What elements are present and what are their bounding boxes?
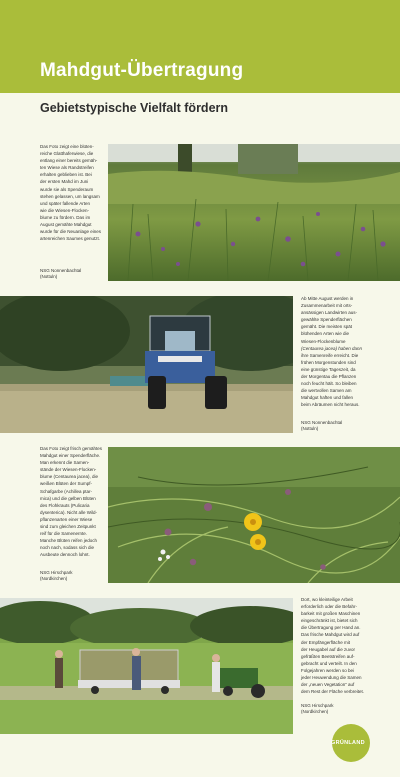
section-2-text: Ab Mitte August werden in Zusammenarbeit mit orts- ansässigen Landwirten aus- gewählte Spenderflächen gemäht. Die meisten spät blühenden Arten wie die Wiesen-Flockenblume (Centaurea jacea) haben dann ihre Samenreife erreicht. Die frühen Morgenstunden sind eine günstige Tageszeit, da der Morgentau die Pflanzen noch feucht hält. So bleiben die wertvollen Samen am Mahdgut haften und fallen beim Abräumen nicht heraus. <box>301 296 363 408</box>
page-title: Mahdgut-Übertragung <box>40 60 244 81</box>
section-3-caption: NSG Hirschpark (Nordkirchen) <box>40 570 73 582</box>
section-1-caption: NSG Nonnenbachtal (Nottuln) <box>40 268 82 280</box>
cut-plants-photo <box>108 447 400 583</box>
page-subtitle: Gebietstypische Vielfalt fördern <box>40 101 229 115</box>
header-banner <box>0 0 400 93</box>
meadow-photo <box>108 144 400 281</box>
section-3-text: Das Foto zeigt frisch gemähtes Mahdgut einer Spenderfläche. Man erkennt die Samen- stände der Wiesen-Flocken- blume (Centaurea jacea), die weißen Blüten der Sumpf- Schafgarbe (Achillea ptar- mica) und die gelben Blüten des Flohkrauts (Pulicaria dysenterica). Nicht alle Wild- pflanzenarten einer Wiese sind zum gleichen Zeitpunkt reif für die Samenernte. Manche Blüten reifen jedoch noch nach, sodass sich die Ausbeute dennoch lohnt. <box>40 446 103 558</box>
section-2-caption: NSG Nonnenbachtal (Nottuln) <box>301 420 343 432</box>
tractor-photo <box>0 296 293 433</box>
logo-text: GRÜNLAND <box>331 740 365 746</box>
hand-transfer-photo <box>0 598 293 734</box>
section-4-caption: NSG Hirschpark (Nordkirchen) <box>301 703 334 715</box>
gruenland-logo <box>331 723 371 763</box>
section-4-text: Dort, wo kleinteilige Arbeit erforderlich oder die Befahr- barkeit mit großen Maschinen eingeschränkt ist, bietet sich die Übertragung per Hand an. Das frische Mahdgut wird auf der Empfängerfläche mit der Heugabel auf die zuvor gefräßten Beetstreifen auf- gebracht und verteilt. In den Folgejahren werden so bei jeder Heuwendung die Samen der „neuen Vegetation“ auf dem Rest der Fläche verbreitet. <box>301 597 365 695</box>
section-1-text: Das Foto zeigt eine blüten- reiche Glatthaferwiese, die entlang einer bereits gemäh- ten Wiese als Randstreifen erhalten geblieben ist. Bei der ersten Mahd im Juni wurde sie als Spenderaum stehen gelassen, um langsam und später fallende Arten wie die Wiesen-Flocken- blume zu fördern. Das im August gemähte Mahdgut wurde für die Neuanlage eines artenreichen Saumes genutzt. <box>40 144 102 242</box>
